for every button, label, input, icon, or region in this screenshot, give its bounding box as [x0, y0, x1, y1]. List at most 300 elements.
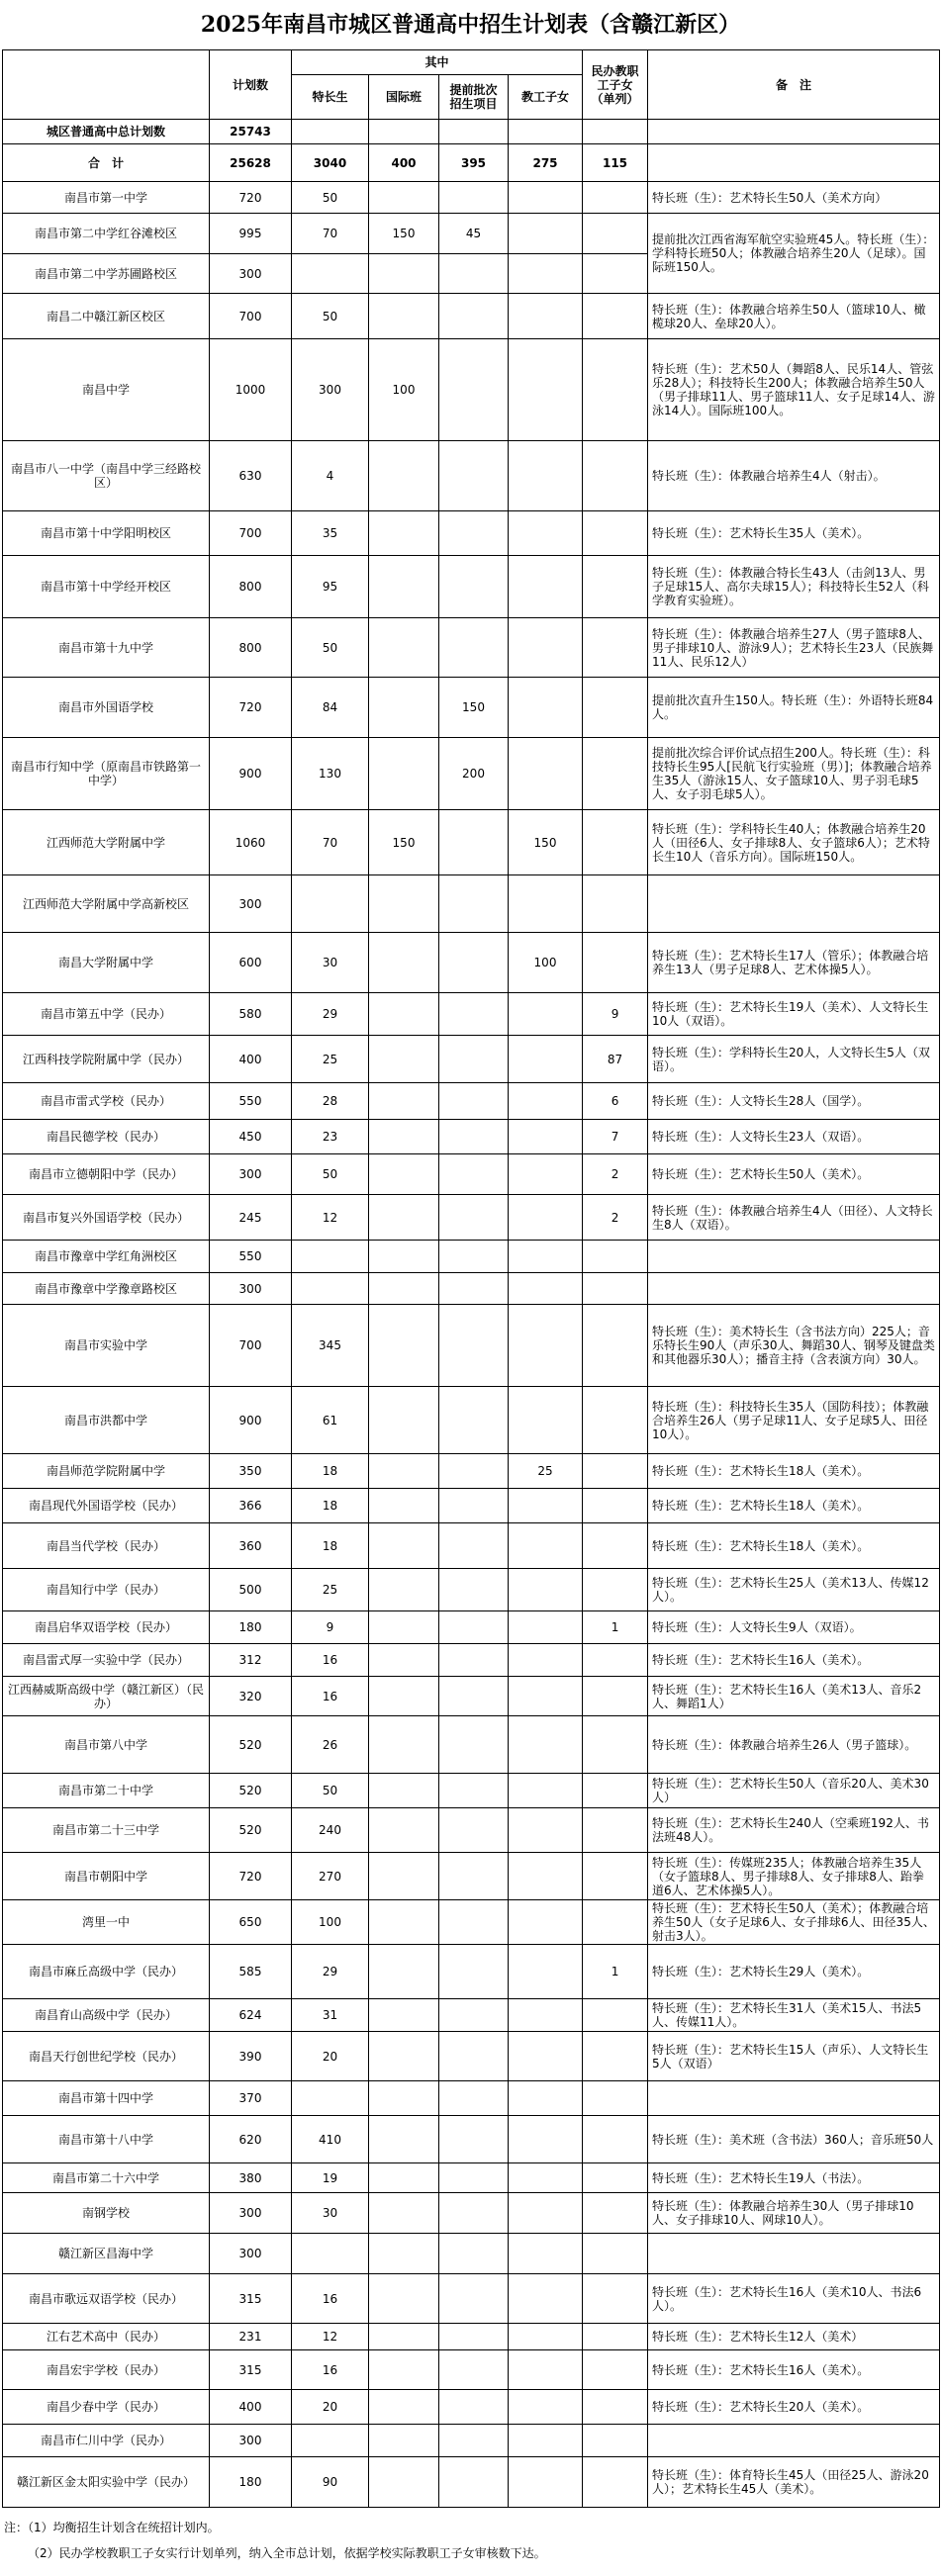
table-row — [3, 2274, 940, 2324]
remark-cell: 特长班（生）：体教融合培养生50人（篮球10人、橄榄球20人、垒球20人）。 — [648, 294, 940, 339]
school-name-cell: 南昌民德学校（民办） — [3, 1120, 210, 1154]
staff-children-cell — [509, 1154, 583, 1195]
table-row — [3, 678, 940, 738]
school-name-cell: 南昌大学附属中学 — [3, 933, 210, 993]
early-batch-cell — [439, 1716, 509, 1774]
table-row — [3, 1644, 940, 1677]
school-name-cell: 南昌市外国语学校 — [3, 678, 210, 738]
school-name-cell: 南昌二中赣江新区校区 — [3, 294, 210, 339]
remark-cell: 特长班（生）：艺术特长生15人（声乐）、人文特长生5人（双语） — [648, 2032, 940, 2081]
staff-children-cell — [509, 1900, 583, 1945]
school-name-cell: 南昌育山高级中学（民办） — [3, 1999, 210, 2032]
school-name-cell: 南昌市第十四中学 — [3, 2081, 210, 2116]
school-name-cell: 南昌市豫章中学豫章路校区 — [3, 1273, 210, 1305]
special-header: 特长生 — [292, 75, 369, 120]
footnote-2: （2）民办学校教职工子女实行计划单列，纳入全市总计划，依据学校实际教职工子女审核数下达。 — [28, 2546, 546, 2560]
total-plan: 25743 — [210, 120, 292, 144]
private-staff-children-cell — [583, 875, 648, 933]
early-batch-cell — [439, 1305, 509, 1387]
early-batch-cell — [439, 1489, 509, 1523]
international-class-cell — [369, 2324, 439, 2350]
remark-cell: 提前批次综合评价试点招生200人。特长班（生）：科技特长生95人[民航飞行实验班（男）]；体教融合培养生35人（游泳15人、女子篮球10人、男子羽毛球5人、女子羽毛球5人）。 — [648, 738, 940, 810]
early-batch-cell — [439, 1644, 509, 1677]
staff-children-cell — [509, 1999, 583, 2032]
early-batch-cell — [439, 1853, 509, 1900]
remark-cell: 特长班（生）：人文特长生28人（国学）。 — [648, 1083, 940, 1120]
staff-children-cell — [509, 618, 583, 678]
remark-cell — [648, 2425, 940, 2457]
staff-children-cell — [509, 1036, 583, 1083]
school-name-cell: 南昌宏宇学校（民办） — [3, 2350, 210, 2390]
staff-children-cell — [509, 2457, 583, 2508]
sum-special: 3040 — [292, 144, 369, 182]
international-class-cell — [369, 556, 439, 618]
international-class-cell — [369, 1853, 439, 1900]
staff-children-cell — [509, 1853, 583, 1900]
staff-children-cell — [509, 1120, 583, 1154]
international-class-cell — [369, 2116, 439, 2163]
plan-count-cell: 580 — [210, 993, 292, 1036]
private-staff-children-cell — [583, 738, 648, 810]
plan-count-cell: 400 — [210, 1036, 292, 1083]
early-batch-cell — [439, 1611, 509, 1644]
table-row — [3, 618, 940, 678]
international-class-cell — [369, 2274, 439, 2324]
early-batch-cell — [439, 1454, 509, 1489]
table-row — [3, 1523, 940, 1569]
special-talent-cell: 29 — [292, 1945, 369, 1999]
staff-children-cell — [509, 2390, 583, 2425]
early-batch-cell — [439, 294, 509, 339]
international-class-cell — [369, 1305, 439, 1387]
intl-header: 国际班 — [369, 75, 439, 120]
early-batch-cell — [439, 1999, 509, 2032]
remark-cell: 特长班（生）：艺术特长生50人（音乐20人、美术30人） — [648, 1774, 940, 1808]
sum-plan: 25628 — [210, 144, 292, 182]
plan-count-cell: 300 — [210, 2193, 292, 2234]
school-name-cell: 南昌市第五中学（民办） — [3, 993, 210, 1036]
school-name-cell: 南昌中学 — [3, 339, 210, 441]
special-talent-cell: 31 — [292, 1999, 369, 2032]
plan-count-cell: 520 — [210, 1716, 292, 1774]
school-name-cell: 江西赫威斯高级中学（赣江新区）（民办） — [3, 1677, 210, 1716]
private-staff-children-cell — [583, 2274, 648, 2324]
plan-count-cell: 550 — [210, 1083, 292, 1120]
school-name-cell: 南昌市立德朝阳中学（民办） — [3, 1154, 210, 1195]
plan-count-cell: 650 — [210, 1900, 292, 1945]
international-class-cell — [369, 1569, 439, 1611]
sum-early: 395 — [439, 144, 509, 182]
table-row — [3, 1195, 940, 1241]
special-talent-cell: 30 — [292, 933, 369, 993]
special-talent-cell: 50 — [292, 294, 369, 339]
international-class-cell — [369, 1387, 439, 1454]
empty-cell — [369, 120, 439, 144]
table-row — [3, 511, 940, 556]
table-row — [3, 2081, 940, 2116]
table-row — [3, 1853, 940, 1900]
table-row — [3, 1387, 940, 1454]
private-staff-children-cell — [583, 2324, 648, 2350]
special-talent-cell: 30 — [292, 2193, 369, 2234]
sum-label: 合 计 — [3, 144, 210, 182]
staff-children-cell — [509, 294, 583, 339]
private-staff-children-cell — [583, 933, 648, 993]
special-talent-cell: 300 — [292, 339, 369, 441]
early-batch-cell — [439, 2193, 509, 2234]
remark-cell: 特长班（生）：艺术特长生25人（美术13人、传媒12人）。 — [648, 1569, 940, 1611]
special-talent-cell: 50 — [292, 618, 369, 678]
special-talent-cell: 20 — [292, 2032, 369, 2081]
international-class-cell — [369, 1523, 439, 1569]
private-staff-children-cell — [583, 2163, 648, 2193]
special-talent-cell: 16 — [292, 2350, 369, 2390]
table-row — [3, 1677, 940, 1716]
private-staff-children-cell — [583, 182, 648, 214]
sum-intl: 400 — [369, 144, 439, 182]
remark-cell: 特长班（生）：艺术特长生29人（美术）。 — [648, 1945, 940, 1999]
special-talent-cell: 50 — [292, 1774, 369, 1808]
table-row — [3, 1036, 940, 1083]
early-batch-cell — [439, 2116, 509, 2163]
remark-cell: 特长班（生）：美术特长生（含书法方向）225人；音乐特长生90人（声乐30人、舞蹈30人、钢琴及键盘类和其他器乐30人）；播音主持（含表演方向）30人。 — [648, 1305, 940, 1387]
private-staff-children-cell — [583, 618, 648, 678]
staff-children-cell: 25 — [509, 1454, 583, 1489]
special-talent-cell: 100 — [292, 1900, 369, 1945]
school-name-cell: 南昌市第二中学红谷滩校区 — [3, 214, 210, 254]
staff-children-cell — [509, 1305, 583, 1387]
special-talent-cell: 90 — [292, 2457, 369, 2508]
remark-cell — [648, 2081, 940, 2116]
plan-count-cell: 624 — [210, 1999, 292, 2032]
special-talent-cell: 25 — [292, 1569, 369, 1611]
private-staff-children-cell — [583, 2193, 648, 2234]
international-class-cell — [369, 1611, 439, 1644]
remark-cell: 特长班（生）：艺术特长生240人（空乘班192人、书法班48人）。 — [648, 1808, 940, 1853]
private-staff-children-cell — [583, 339, 648, 441]
table-header — [3, 50, 940, 120]
remark-cell: 特长班（生）：体教融合培养生26人（男子篮球）。 — [648, 1716, 940, 1774]
remark-cell: 特长班（生）：艺术特长生18人（美术）。 — [648, 1523, 940, 1569]
plan-count-cell: 180 — [210, 2457, 292, 2508]
remark-cell: 特长班（生）：艺术特长生17人（管乐）；体教融合培养生13人（男子足球8人、艺术体操5人）。 — [648, 933, 940, 993]
plan-count-cell: 315 — [210, 2350, 292, 2390]
staff-children-cell — [509, 1489, 583, 1523]
early-batch-cell — [439, 1387, 509, 1454]
school-name-cell: 赣江新区金太阳实验中学（民办） — [3, 2457, 210, 2508]
plan-count-cell: 800 — [210, 618, 292, 678]
empty-cell — [583, 120, 648, 144]
table-row — [3, 2324, 940, 2350]
remark-cell: 特长班（生）：艺术特长生20人（美术）。 — [648, 2390, 940, 2425]
table-row — [3, 2234, 940, 2274]
early-batch-cell — [439, 1523, 509, 1569]
plan-count-cell: 366 — [210, 1489, 292, 1523]
early-batch-cell — [439, 1569, 509, 1611]
plan-count-cell: 300 — [210, 1273, 292, 1305]
school-header-cell — [3, 50, 210, 120]
early-batch-cell — [439, 2350, 509, 2390]
staff-children-cell — [509, 1945, 583, 1999]
plan-count-cell: 370 — [210, 2081, 292, 2116]
staff-children-cell — [509, 2425, 583, 2457]
plan-count-cell: 700 — [210, 511, 292, 556]
early-batch-cell — [439, 339, 509, 441]
plan-count-cell: 312 — [210, 1644, 292, 1677]
staff-children-cell — [509, 254, 583, 294]
school-name-cell: 南昌市第十九中学 — [3, 618, 210, 678]
private-staff-children-cell: 9 — [583, 993, 648, 1036]
plan-count-cell: 620 — [210, 2116, 292, 2163]
early-batch-cell — [439, 1273, 509, 1305]
school-name-cell: 南昌市第二十三中学 — [3, 1808, 210, 1853]
international-class-cell — [369, 2193, 439, 2234]
school-name-cell: 赣江新区昌海中学 — [3, 2234, 210, 2274]
private-staff-children-cell — [583, 2457, 648, 2508]
early-batch-cell — [439, 1677, 509, 1716]
table-row — [3, 1120, 940, 1154]
private-staff-children-cell: 87 — [583, 1036, 648, 1083]
private-staff-children-cell: 1 — [583, 1945, 648, 1999]
staff-children-cell — [509, 182, 583, 214]
staff-children-cell — [509, 1808, 583, 1853]
school-name-cell: 南昌师范学院附属中学 — [3, 1454, 210, 1489]
international-class-cell — [369, 1489, 439, 1523]
special-talent-cell: 50 — [292, 1154, 369, 1195]
early-batch-cell — [439, 1900, 509, 1945]
staff-children-cell — [509, 511, 583, 556]
staff-children-cell: 150 — [509, 810, 583, 875]
empty-cell — [509, 120, 583, 144]
private-staff-children-cell — [583, 1716, 648, 1774]
school-name-cell: 南昌市实验中学 — [3, 1305, 210, 1387]
staff-children-cell — [509, 1387, 583, 1454]
school-name-cell: 南昌市第二十中学 — [3, 1774, 210, 1808]
table-row — [3, 556, 940, 618]
staff-children-cell — [509, 1569, 583, 1611]
table-row — [3, 1241, 940, 1273]
table-row — [3, 2193, 940, 2234]
private-staff-children-cell — [583, 1241, 648, 1273]
remark-cell: 特长班（生）：艺术特长生50人（美术）。 — [648, 1154, 940, 1195]
staff-header: 教工子女 — [509, 75, 583, 120]
staff-children-cell — [509, 2193, 583, 2234]
international-class-cell — [369, 441, 439, 511]
remark-cell — [648, 1241, 940, 1273]
table-row — [3, 441, 940, 511]
plan-count-cell: 1000 — [210, 339, 292, 441]
table-row — [3, 1945, 940, 1999]
early-batch-cell — [439, 2324, 509, 2350]
staff-children-cell — [509, 678, 583, 738]
early-batch-cell — [439, 254, 509, 294]
international-class-cell — [369, 254, 439, 294]
table-row — [3, 1154, 940, 1195]
special-talent-cell: 240 — [292, 1808, 369, 1853]
table-row — [3, 1716, 940, 1774]
school-name-cell: 南昌市复兴外国语学校（民办） — [3, 1195, 210, 1241]
staff-children-cell: 100 — [509, 933, 583, 993]
private-staff-children-cell — [583, 1677, 648, 1716]
special-talent-cell: 61 — [292, 1387, 369, 1454]
special-talent-cell: 70 — [292, 810, 369, 875]
among-header: 其中 — [292, 50, 583, 75]
remark-cell: 特长班（生）：学科特长生20人，人文特长生5人（双语）。 — [648, 1036, 940, 1083]
school-name-cell: 南昌市行知中学（原南昌市铁路第一中学） — [3, 738, 210, 810]
plan-count-cell: 520 — [210, 1774, 292, 1808]
empty-cell — [292, 120, 369, 144]
staff-children-cell — [509, 738, 583, 810]
page-title: 2025年南昌市城区普通高中招生计划表（含赣江新区） — [200, 12, 741, 38]
private-staff-children-cell — [583, 1808, 648, 1853]
table-row — [3, 1083, 940, 1120]
total-row — [3, 120, 940, 144]
early-batch-cell — [439, 933, 509, 993]
international-class-cell — [369, 1808, 439, 1853]
school-name-cell: 南昌市仁川中学（民办） — [3, 2425, 210, 2457]
early-batch-cell — [439, 1774, 509, 1808]
school-name-cell: 南昌市第二十六中学 — [3, 2163, 210, 2193]
international-class-cell — [369, 875, 439, 933]
plan-count-cell: 315 — [210, 2274, 292, 2324]
table-row — [3, 1273, 940, 1305]
header-row — [3, 50, 940, 75]
remark-cell — [648, 2234, 940, 2274]
table-row — [3, 2116, 940, 2163]
private-staff-children-cell — [583, 1489, 648, 1523]
remark-cell: 特长班（生）：美术班（含书法）360人；音乐班50人 — [648, 2116, 940, 2163]
early-batch-cell — [439, 1036, 509, 1083]
international-class-cell — [369, 2390, 439, 2425]
special-talent-cell: 19 — [292, 2163, 369, 2193]
early-batch-cell — [439, 875, 509, 933]
international-class-cell — [369, 1774, 439, 1808]
staff-children-cell — [509, 2116, 583, 2163]
staff-children-cell — [509, 1195, 583, 1241]
special-talent-cell: 20 — [292, 2390, 369, 2425]
special-talent-cell: 35 — [292, 511, 369, 556]
plan-header: 计划数 — [210, 50, 292, 120]
school-name-cell: 南昌市歌远双语学校（民办） — [3, 2274, 210, 2324]
plan-count-cell: 300 — [210, 875, 292, 933]
plan-count-cell: 585 — [210, 1945, 292, 1999]
school-name-cell: 南昌少春中学（民办） — [3, 2390, 210, 2425]
plan-count-cell: 720 — [210, 678, 292, 738]
remark-cell — [648, 1273, 940, 1305]
remark-cell: 特长班（生）：艺术特长生50人（美术）；体教融合培养生50人（女子足球6人、女子排球6人、田径35人、射击3人）。 — [648, 1900, 940, 1945]
international-class-cell — [369, 1716, 439, 1774]
table-row — [3, 1305, 940, 1387]
plan-count-cell: 720 — [210, 182, 292, 214]
remark-header: 备 注 — [648, 50, 940, 120]
early-batch-cell — [439, 2457, 509, 2508]
table-row — [3, 2390, 940, 2425]
school-name-cell: 南昌市第十中学经开校区 — [3, 556, 210, 618]
staff-children-cell — [509, 441, 583, 511]
staff-children-cell — [509, 2324, 583, 2350]
international-class-cell — [369, 2234, 439, 2274]
staff-children-cell — [509, 2350, 583, 2390]
early-batch-cell — [439, 2390, 509, 2425]
staff-children-cell — [509, 2163, 583, 2193]
table-row — [3, 2457, 940, 2508]
table-row — [3, 339, 940, 441]
empty-cell — [648, 144, 940, 182]
remark-cell: 特长班（生）：体教融合培养生4人（射击）。 — [648, 441, 940, 511]
remark-cell: 特长班（生）：艺术特长生19人（美术）、人文特长生10人（双语）。 — [648, 993, 940, 1036]
special-talent-cell: 18 — [292, 1523, 369, 1569]
staff-children-cell — [509, 1241, 583, 1273]
staff-children-cell — [509, 2032, 583, 2081]
plan-count-cell: 900 — [210, 738, 292, 810]
staff-children-cell — [509, 1273, 583, 1305]
plan-count-cell: 1060 — [210, 810, 292, 875]
early-batch-cell — [439, 2032, 509, 2081]
special-talent-cell: 23 — [292, 1120, 369, 1154]
remark-cell: 特长班（生）：艺术特长生35人（美术）。 — [648, 511, 940, 556]
school-name-cell: 南昌市豫章中学红角洲校区 — [3, 1241, 210, 1273]
private-staff-children-cell — [583, 1774, 648, 1808]
early-batch-cell — [439, 2425, 509, 2457]
remark-cell: 特长班（生）：艺术特长生18人（美术）。 — [648, 1489, 940, 1523]
table-row — [3, 1489, 940, 1523]
remark-cell: 提前批次直升生150人。特长班（生）：外语特长班84人。 — [648, 678, 940, 738]
remark-cell: 特长班（生）：学科特长生40人；体教融合培养生20人（田径6人、女子排球8人、女子篮球6人）；艺术特长生10人（音乐方向）。国际班150人。 — [648, 810, 940, 875]
remark-cell: 特长班（生）：体育特长生45人（田径25人、游泳20人）；艺术特长生45人（美术）。 — [648, 2457, 940, 2508]
table-row — [3, 1774, 940, 1808]
school-name-cell: 南昌市八一中学（南昌中学三经路校区） — [3, 441, 210, 511]
plan-count-cell: 300 — [210, 2425, 292, 2457]
special-talent-cell: 270 — [292, 1853, 369, 1900]
private-staff-children-cell — [583, 1305, 648, 1387]
staff-children-cell — [509, 1644, 583, 1677]
school-name-cell: 江西师范大学附属中学高新校区 — [3, 875, 210, 933]
private-staff-children-cell — [583, 294, 648, 339]
staff-children-cell — [509, 1083, 583, 1120]
table-row — [3, 1900, 940, 1945]
international-class-cell — [369, 933, 439, 993]
international-class-cell — [369, 1999, 439, 2032]
special-talent-cell — [292, 1241, 369, 1273]
staff-children-cell — [509, 2234, 583, 2274]
school-name-cell: 南昌市第二中学苏圃路校区 — [3, 254, 210, 294]
table-row — [3, 738, 940, 810]
school-name-cell: 南昌启华双语学校（民办） — [3, 1611, 210, 1644]
remark-cell: 特长班（生）：体教融合培养生30人（男子排球10人、女子排球10人、网球10人）。 — [648, 2193, 940, 2234]
remark-cell: 特长班（生）：人文特长生23人（双语）。 — [648, 1120, 940, 1154]
remark-cell: 特长班（生）：艺术特长生16人（美术10人、书法6人）。 — [648, 2274, 940, 2324]
table-body — [3, 120, 940, 2508]
special-talent-cell: 16 — [292, 1677, 369, 1716]
private-staff-children-cell — [583, 1387, 648, 1454]
sum-staff: 275 — [509, 144, 583, 182]
early-batch-cell — [439, 618, 509, 678]
international-class-cell — [369, 738, 439, 810]
sum-private-staff: 115 — [583, 144, 648, 182]
plan-count-cell: 900 — [210, 1387, 292, 1454]
private-staff-header — [583, 50, 648, 120]
international-class-cell — [369, 2032, 439, 2081]
table-row — [3, 294, 940, 339]
special-talent-cell: 9 — [292, 1611, 369, 1644]
international-class-cell — [369, 294, 439, 339]
special-talent-cell: 410 — [292, 2116, 369, 2163]
private-staff-children-cell: 2 — [583, 1154, 648, 1195]
plan-count-cell: 400 — [210, 2390, 292, 2425]
plan-count-cell: 245 — [210, 1195, 292, 1241]
early-batch-header-label: 提前批次招生项目 — [449, 83, 498, 111]
total-label: 城区普通高中总计划数 — [3, 120, 210, 144]
